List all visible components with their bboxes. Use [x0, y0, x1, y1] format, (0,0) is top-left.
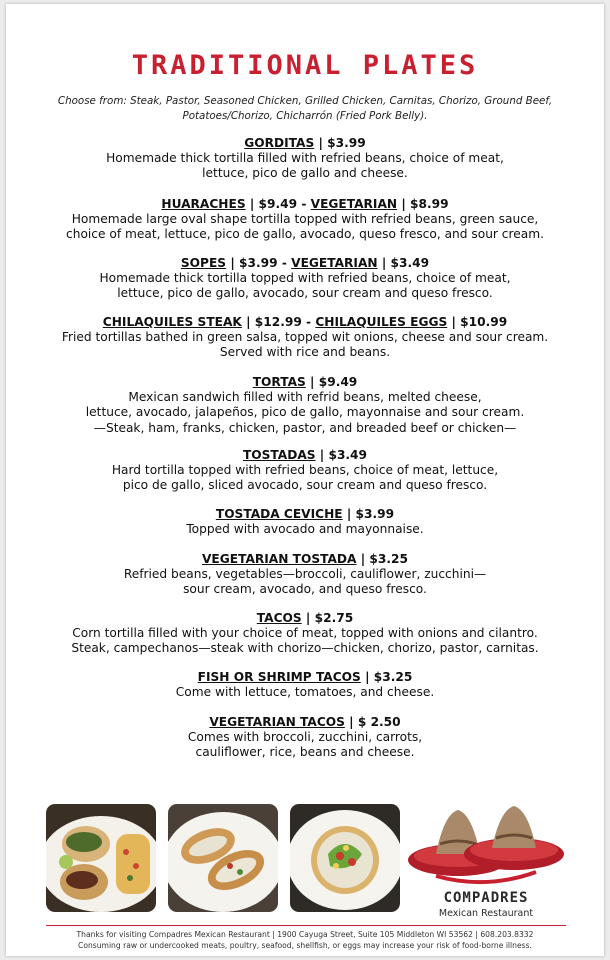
item-variant-price: | $8.99: [397, 197, 449, 211]
item-heading: [6, 197, 604, 212]
footer: [6, 929, 604, 951]
item-description-line: Served with rice and beans.: [219, 345, 391, 360]
item-name: GORDITAS: [244, 136, 315, 150]
meat-choices: Choose from: Steak, Pastor, Seasoned Chicken, Grilled Chicken, Carnitas, Chorizo, Ground Beef, Potatoes/Chorizo, Chicharrón (Fried Pork Belly).: [57, 95, 553, 122]
menu-item: [6, 507, 604, 537]
item-description-line: Comes with broccoli, zucchini, carrots,: [187, 730, 423, 745]
item-variant-price: | $3.49: [377, 256, 430, 270]
menu-item: [6, 197, 604, 243]
item-description-line: cauliflower, rice, beans and cheese.: [195, 745, 415, 760]
item-name: VEGETARIAN TOSTADA: [202, 552, 357, 566]
item-price: | $ 2.50: [344, 715, 401, 729]
item-description-line: Hard tortilla topped with refried beans, choice of meat, lettuce,: [111, 463, 499, 478]
item-name: HUARACHES: [161, 197, 246, 211]
tacos-photo: [46, 804, 156, 912]
footer-contact: Thanks for visiting Compadres Mexican Restaurant | 1900 Cayuga Street, Suite 105 Middleton WI 53562 | 608.203.8332: [76, 930, 534, 939]
item-variant-price: | $10.99: [447, 315, 508, 329]
item-description-line: Steak, campechanos—steak with chorizo—chicken, chorizo, pastor, carnitas.: [71, 641, 539, 656]
item-description-line: choice of meat, lettuce, pico de gallo, avocado, queso fresco, and sour cream.: [66, 227, 544, 242]
item-description-line: pico de gallo, sliced avocado, sour cream and queso fresco.: [122, 478, 488, 493]
item-description-line: Homemade thick tortilla topped with refried beans, choice of meat,: [99, 271, 511, 286]
item-name: SOPES: [180, 256, 227, 270]
menu-item: [6, 552, 604, 598]
item-description-line: Refried beans, vegetables—broccoli, cauliflower, zucchini—: [123, 567, 487, 582]
menu-item: [6, 670, 604, 700]
item-variant-name: VEGETARIAN: [291, 256, 378, 270]
menu-item: [6, 256, 604, 302]
item-price: | $3.49: [315, 448, 368, 462]
item-description-line: Topped with avocado and mayonnaise.: [186, 522, 424, 537]
item-description-line: Fried tortillas bathed in green salsa, topped wit onions, cheese and sour cream.: [61, 330, 549, 345]
menu-item: [6, 715, 604, 761]
logo-subtitle: Mexican Restaurant: [438, 908, 534, 919]
footer-warning: Consuming raw or undercooked meats, poultry, seafood, shellfish, or eggs may increase your risk of food-borne illness.: [78, 941, 532, 950]
item-heading: [6, 448, 604, 463]
item-price: | $3.25: [356, 552, 408, 566]
item-heading: [6, 552, 604, 567]
item-price: | $3.99 -: [226, 256, 292, 270]
item-name: CHILAQUILES STEAK: [102, 315, 242, 329]
item-heading: [6, 136, 604, 151]
sombrero-icon: [406, 804, 566, 892]
menu-item: [6, 611, 604, 657]
item-price: | $3.25: [360, 670, 413, 684]
item-description-line: lettuce, pico de gallo, avocado, sour cream and queso fresco.: [117, 286, 493, 301]
item-heading: [6, 670, 604, 685]
gorditas-photo: [168, 804, 278, 912]
item-price: | $2.75: [301, 611, 354, 625]
item-heading: [6, 715, 604, 730]
menu-page: [6, 4, 604, 956]
item-description-line: Mexican sandwich filled with refrid beans, melted cheese,: [128, 390, 482, 405]
item-description-line: Corn tortilla filled with your choice of meat, topped with onions and cilantro.: [72, 626, 538, 641]
item-description-line: Homemade thick tortilla filled with refried beans, choice of meat,: [106, 151, 504, 166]
item-price: | $3.99: [342, 507, 395, 521]
item-name: TOSTADAS: [242, 448, 316, 462]
item-description-line: —Steak, ham, franks, chicken, pastor, and breaded beef or chicken—: [93, 420, 517, 435]
item-description-line: Come with lettuce, tomatoes, and cheese.: [175, 685, 435, 700]
item-heading: [6, 611, 604, 626]
item-variant-name: VEGETARIAN: [310, 197, 398, 211]
item-heading: [6, 256, 604, 271]
menu-item: [6, 315, 604, 361]
item-name: TORTAS: [252, 375, 306, 389]
item-price: | $9.49: [305, 375, 358, 389]
tostada-photo: [290, 804, 400, 912]
page-title: TRADITIONAL PLATES: [131, 50, 479, 81]
item-heading: [6, 507, 604, 522]
item-description-line: lettuce, avocado, jalapeños, pico de gallo, mayonnaise and sour cream.: [85, 405, 525, 420]
item-heading: [6, 315, 604, 330]
footer-divider: [46, 925, 566, 926]
logo-name: COMPADRES: [443, 890, 529, 906]
compadres-logo: [406, 804, 566, 922]
item-name: TOSTADA CEVICHE: [215, 507, 343, 521]
item-price: | $3.99: [314, 136, 366, 150]
item-name: FISH OR SHRIMP TACOS: [197, 670, 361, 684]
item-description-line: lettuce, pico de gallo and cheese.: [202, 166, 408, 181]
item-price: | $9.49 -: [245, 197, 311, 211]
item-description-line: sour cream, avocado, and queso fresco.: [183, 582, 427, 597]
item-heading: [6, 375, 604, 390]
item-variant-name: CHILAQUILES EGGS: [315, 315, 448, 329]
item-name: TACOS: [256, 611, 302, 625]
item-price: | $12.99 -: [241, 315, 316, 329]
menu-item: [6, 136, 604, 182]
item-description-line: Homemade large oval shape tortilla topped with refried beans, green sauce,: [71, 212, 539, 227]
menu-item: [6, 375, 604, 436]
item-name: VEGETARIAN TACOS: [209, 715, 345, 729]
menu-item: [6, 448, 604, 494]
